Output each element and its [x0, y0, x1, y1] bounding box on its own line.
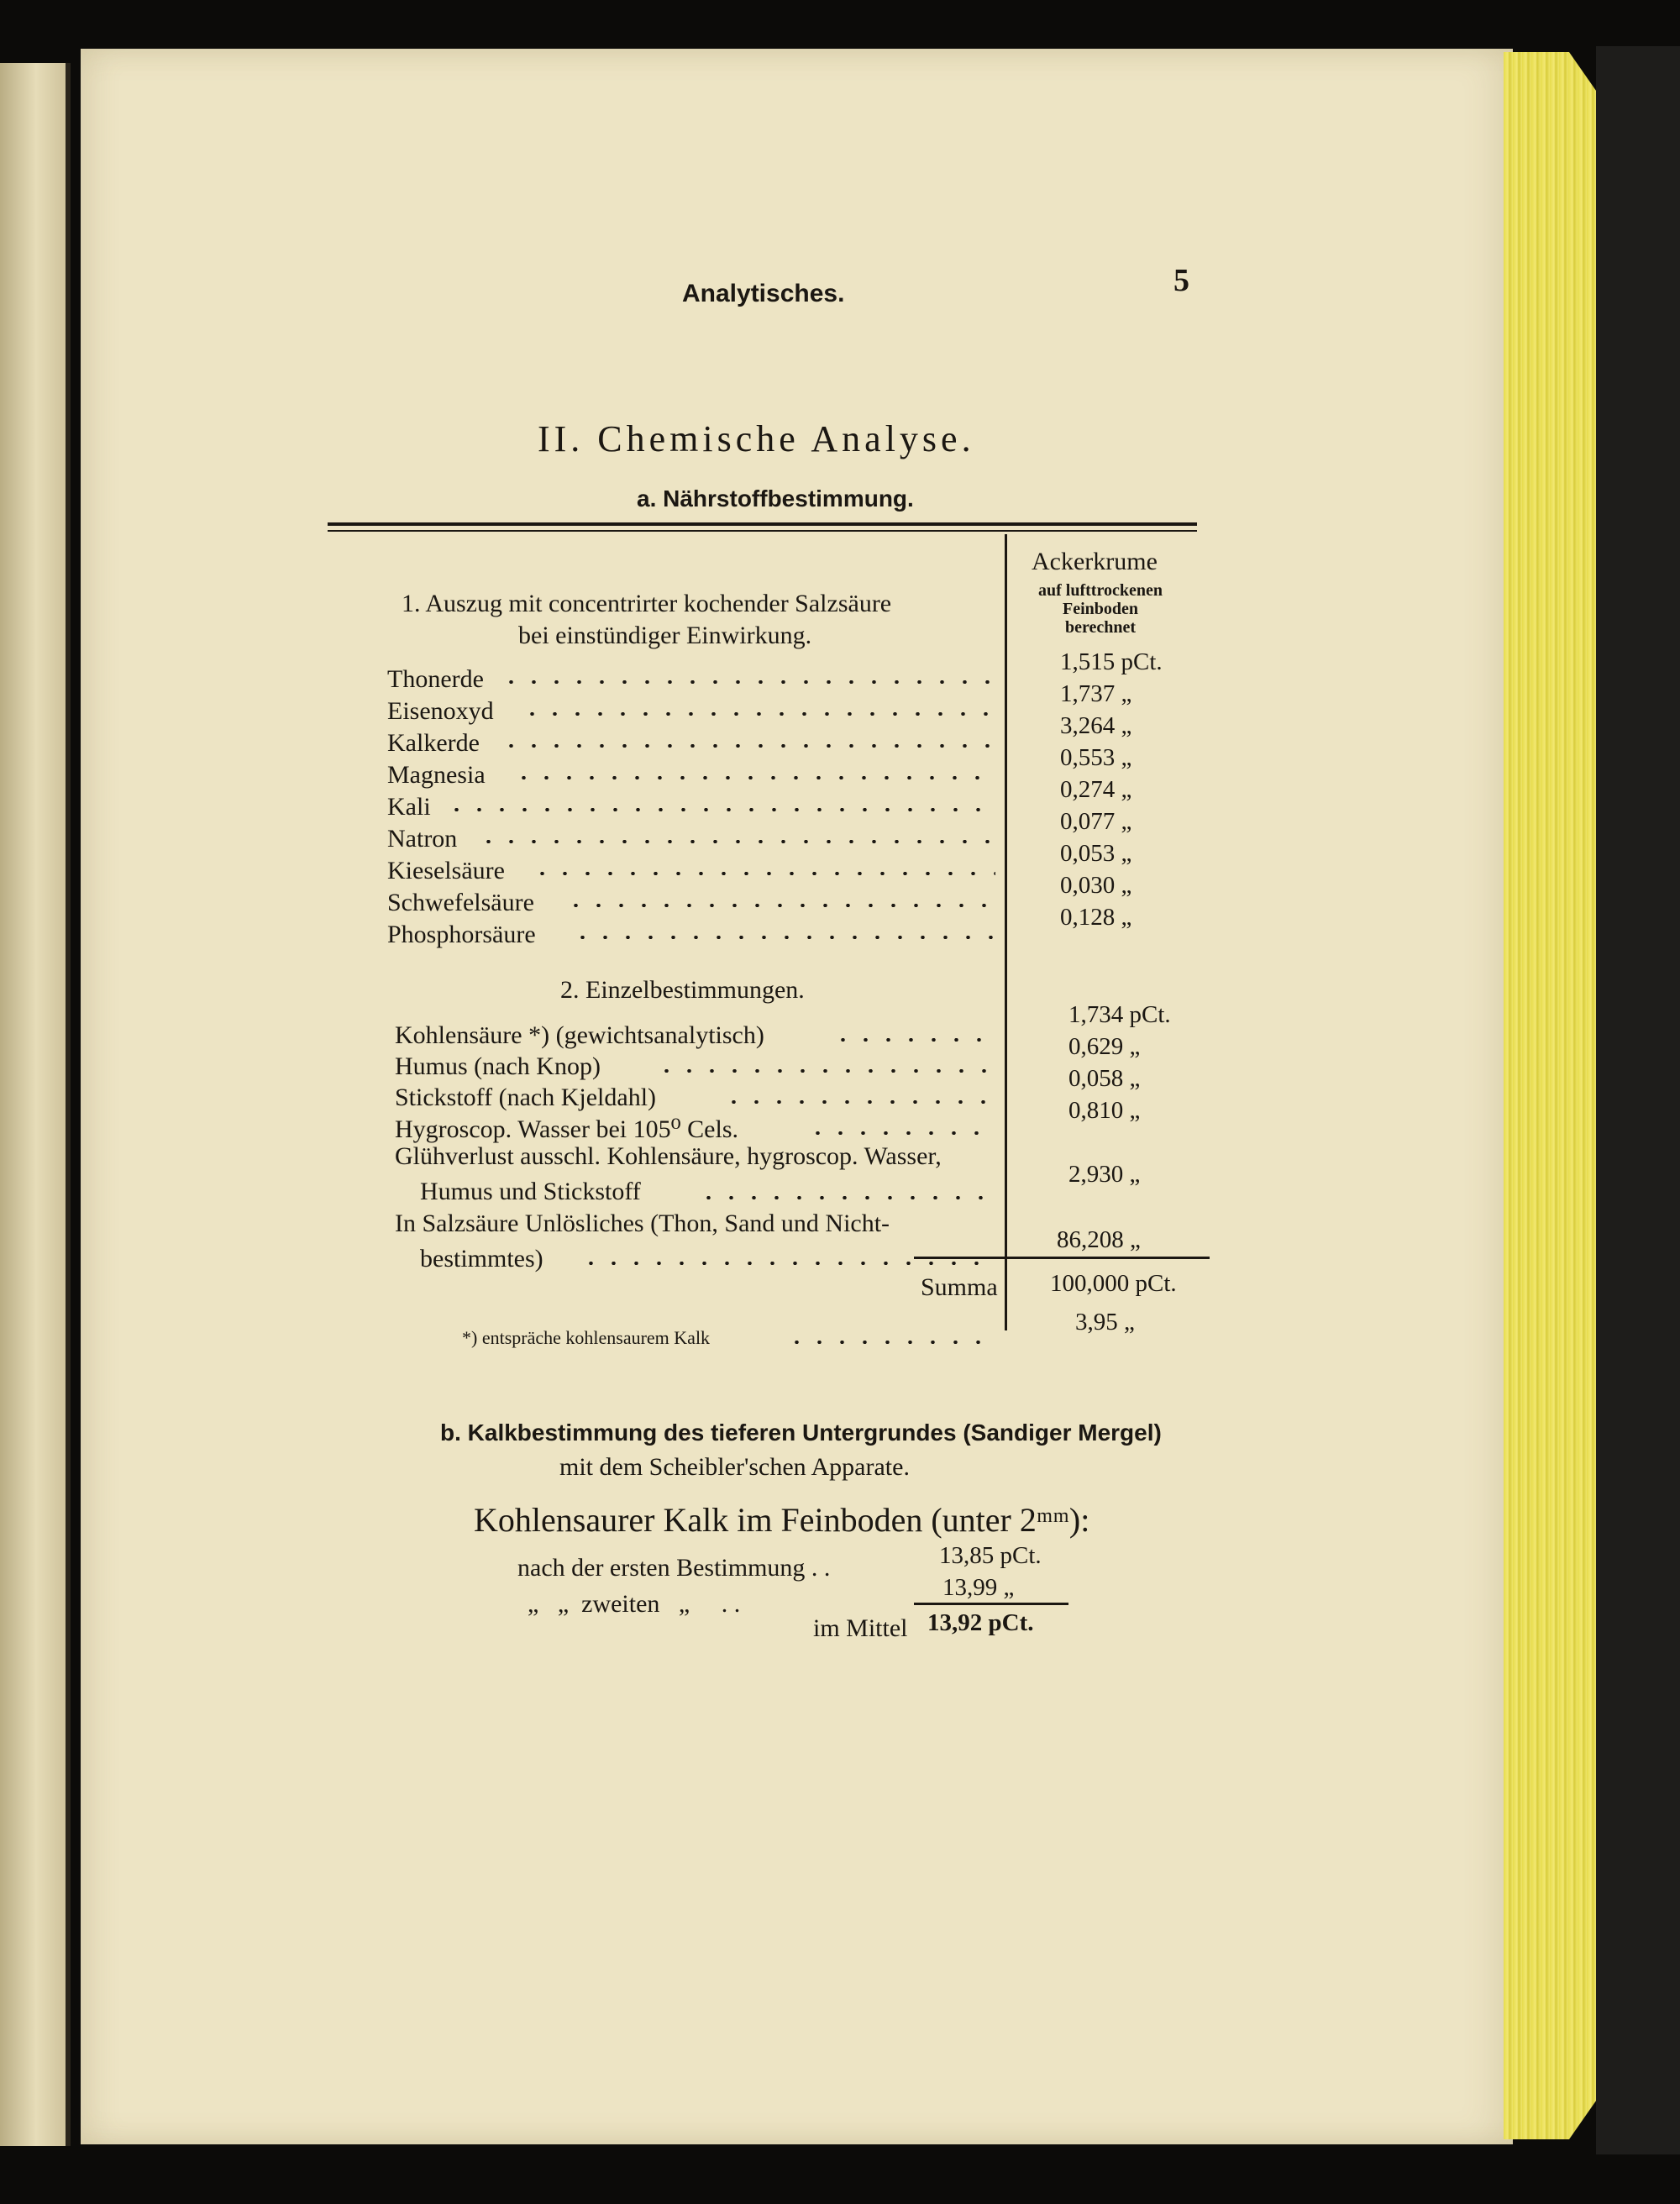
unloesliches-value: 86,208 „: [1057, 1226, 1141, 1253]
row-label: Stickstoff (nach Kjeldahl): [395, 1084, 657, 1111]
row-value: 0,077 „: [1060, 808, 1132, 835]
section-subtitle: a. Nährstoffbestimmung.: [637, 485, 914, 512]
part2-heading: 2. Einzelbestimmungen.: [560, 976, 805, 1004]
row-value: 1,734 pCt.: [1068, 1001, 1171, 1028]
footnote-value: 3,95 „: [1075, 1309, 1135, 1336]
leader-dots: [564, 904, 995, 907]
leader-dots: [500, 744, 995, 748]
gluehverlust-label-2: Humus und Stickstoff: [420, 1178, 641, 1205]
measurement-value-1: 13,85 pCt.: [939, 1542, 1042, 1569]
leader-dots: [722, 1100, 995, 1104]
left-page-edge: [0, 63, 71, 2146]
gluehverlust-label: Glühverlust ausschl. Kohlensäure, hygroscop. Wasser,: [395, 1142, 942, 1170]
footnote: *) entspräche kohlensaurem Kalk: [462, 1327, 711, 1348]
running-header: Analytisches.: [682, 280, 845, 307]
leader-dots: [500, 680, 995, 684]
table-top-rule-2: [328, 530, 1197, 532]
row-label: Humus (nach Knop): [395, 1052, 601, 1080]
mittel-rule: [914, 1603, 1068, 1605]
part1-heading-2: bei einstündiger Einwirkung.: [518, 622, 812, 649]
row-value: 0,274 „: [1060, 776, 1132, 803]
leader-dots: [697, 1196, 995, 1199]
row-label: Thonerde: [387, 665, 484, 693]
row-label: Kali: [387, 793, 431, 821]
measurement-label-2: „ „ zweiten „ . .: [528, 1590, 741, 1618]
leader-dots: [785, 1341, 995, 1344]
row-value: 0,553 „: [1060, 744, 1132, 771]
row-label: Natron: [387, 825, 458, 853]
row-value: 3,264 „: [1060, 712, 1132, 739]
part-b-heading: b. Kalkbestimmung des tieferen Untergrundes (Sandiger Mergel): [440, 1419, 1162, 1446]
unloesliches-label: In Salzsäure Unlösliches (Thon, Sand und Nicht-: [395, 1210, 890, 1237]
part-b-title: Kohlensaurer Kalk im Feinboden (unter 2ᵐᵐ):: [474, 1501, 1090, 1539]
mittel-value: 13,92 pCt.: [927, 1609, 1034, 1636]
leader-dots: [531, 872, 995, 875]
gluehverlust-value: 2,930 „: [1068, 1161, 1141, 1188]
row-label: Phosphorsäure: [387, 921, 536, 948]
row-value: 0,629 „: [1068, 1033, 1141, 1060]
book-cover: [1596, 46, 1680, 2154]
leader-dots: [580, 1262, 995, 1265]
part1-heading: 1. Auszug mit concentrirter kochender Salzsäure: [402, 590, 892, 617]
table-top-rule: [328, 522, 1197, 526]
row-label: Kohlensäure *) (gewichtsanalytisch): [395, 1021, 764, 1049]
sum-rule: [914, 1257, 1210, 1259]
leader-dots: [655, 1069, 995, 1073]
measurement-value-2: 13,99 „: [942, 1574, 1015, 1601]
measurement-label-1: nach der ersten Bestimmung . .: [517, 1554, 831, 1582]
row-value: 0,053 „: [1060, 840, 1132, 867]
row-value: 0,030 „: [1060, 872, 1132, 899]
row-value: 1,737 „: [1060, 680, 1132, 707]
part-b-heading-2: mit dem Scheibler'schen Apparate.: [559, 1453, 910, 1481]
column-divider: [1005, 534, 1007, 1330]
unloesliches-label-2: bestimmtes): [420, 1245, 543, 1273]
row-value: 0,058 „: [1068, 1065, 1141, 1092]
leader-dots: [571, 936, 995, 939]
row-label: Magnesia: [387, 761, 486, 789]
row-label: Kalkerde: [387, 729, 480, 757]
page-number: 5: [1173, 263, 1189, 298]
section-title: II. Chemische Analyse.: [538, 418, 975, 459]
row-label: Eisenoxyd: [387, 697, 494, 725]
leader-dots: [445, 808, 995, 811]
row-value: 1,515 pCt.: [1060, 648, 1163, 675]
leader-dots: [512, 776, 995, 779]
row-label: Kieselsäure: [387, 857, 505, 884]
summa-label: Summa: [921, 1273, 998, 1301]
leader-dots: [806, 1131, 995, 1135]
leader-dots: [521, 712, 995, 716]
summa-value: 100,000 pCt.: [1050, 1270, 1177, 1297]
row-label: Hygroscop. Wasser bei 105⁰ Cels.: [395, 1115, 738, 1143]
row-label: Schwefelsäure: [387, 889, 534, 916]
book-page: [81, 49, 1513, 2144]
row-value: 0,810 „: [1068, 1097, 1141, 1124]
column-header-title: Ackerkrume: [1032, 548, 1158, 575]
leader-dots: [832, 1038, 995, 1042]
mittel-label: im Mittel: [813, 1614, 908, 1642]
leader-dots: [477, 840, 995, 843]
row-value: 0,128 „: [1060, 904, 1132, 931]
column-header-sub: auf lufttrockenen Feinboden berechnet: [1038, 581, 1163, 637]
